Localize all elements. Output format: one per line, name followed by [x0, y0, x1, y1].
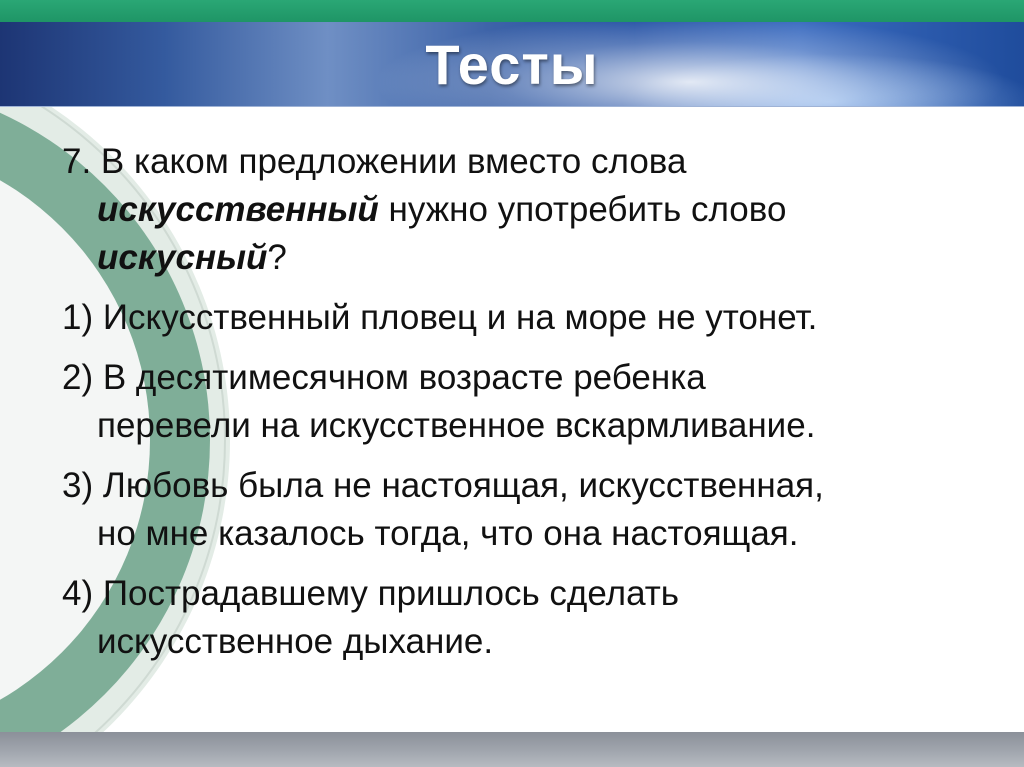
option-2-line-2: перевели на искусственное вскармливание. — [97, 406, 816, 445]
option-2-line-1: 2) В десятимесячном возрасте ребенка — [62, 358, 706, 397]
option-4-line-2: искусственное дыхание. — [97, 622, 494, 661]
slide-header — [0, 22, 1024, 107]
question — [62, 138, 992, 282]
option-2 — [62, 354, 992, 450]
keyword-artificial: искусственный — [97, 190, 379, 229]
option-1 — [62, 294, 992, 342]
question-line-1: 7. В каком предложении вместо слова — [62, 142, 687, 181]
slide-content — [62, 138, 992, 666]
option-3-line-2: но мне казалось тогда, что она настоящая. — [97, 514, 799, 553]
slide-title: Тесты — [425, 32, 599, 96]
option-1-line-1: 1) Искусственный пловец и на море не утонет. — [62, 298, 818, 337]
question-line-2-text: нужно употребить слово — [378, 190, 787, 229]
option-4 — [62, 570, 992, 666]
bottom-bar — [0, 732, 1024, 767]
option-4-line-1: 4) Пострадавшему пришлось сделать — [62, 574, 680, 613]
top-accent-strip — [0, 0, 1024, 22]
question-line-2 — [62, 186, 992, 234]
question-mark: ? — [267, 238, 287, 277]
option-3-line-1: 3) Любовь была не настоящая, искусственная, — [62, 466, 824, 505]
option-3 — [62, 462, 992, 558]
keyword-skillful: искусный — [97, 238, 268, 277]
question-line-3 — [62, 234, 992, 282]
